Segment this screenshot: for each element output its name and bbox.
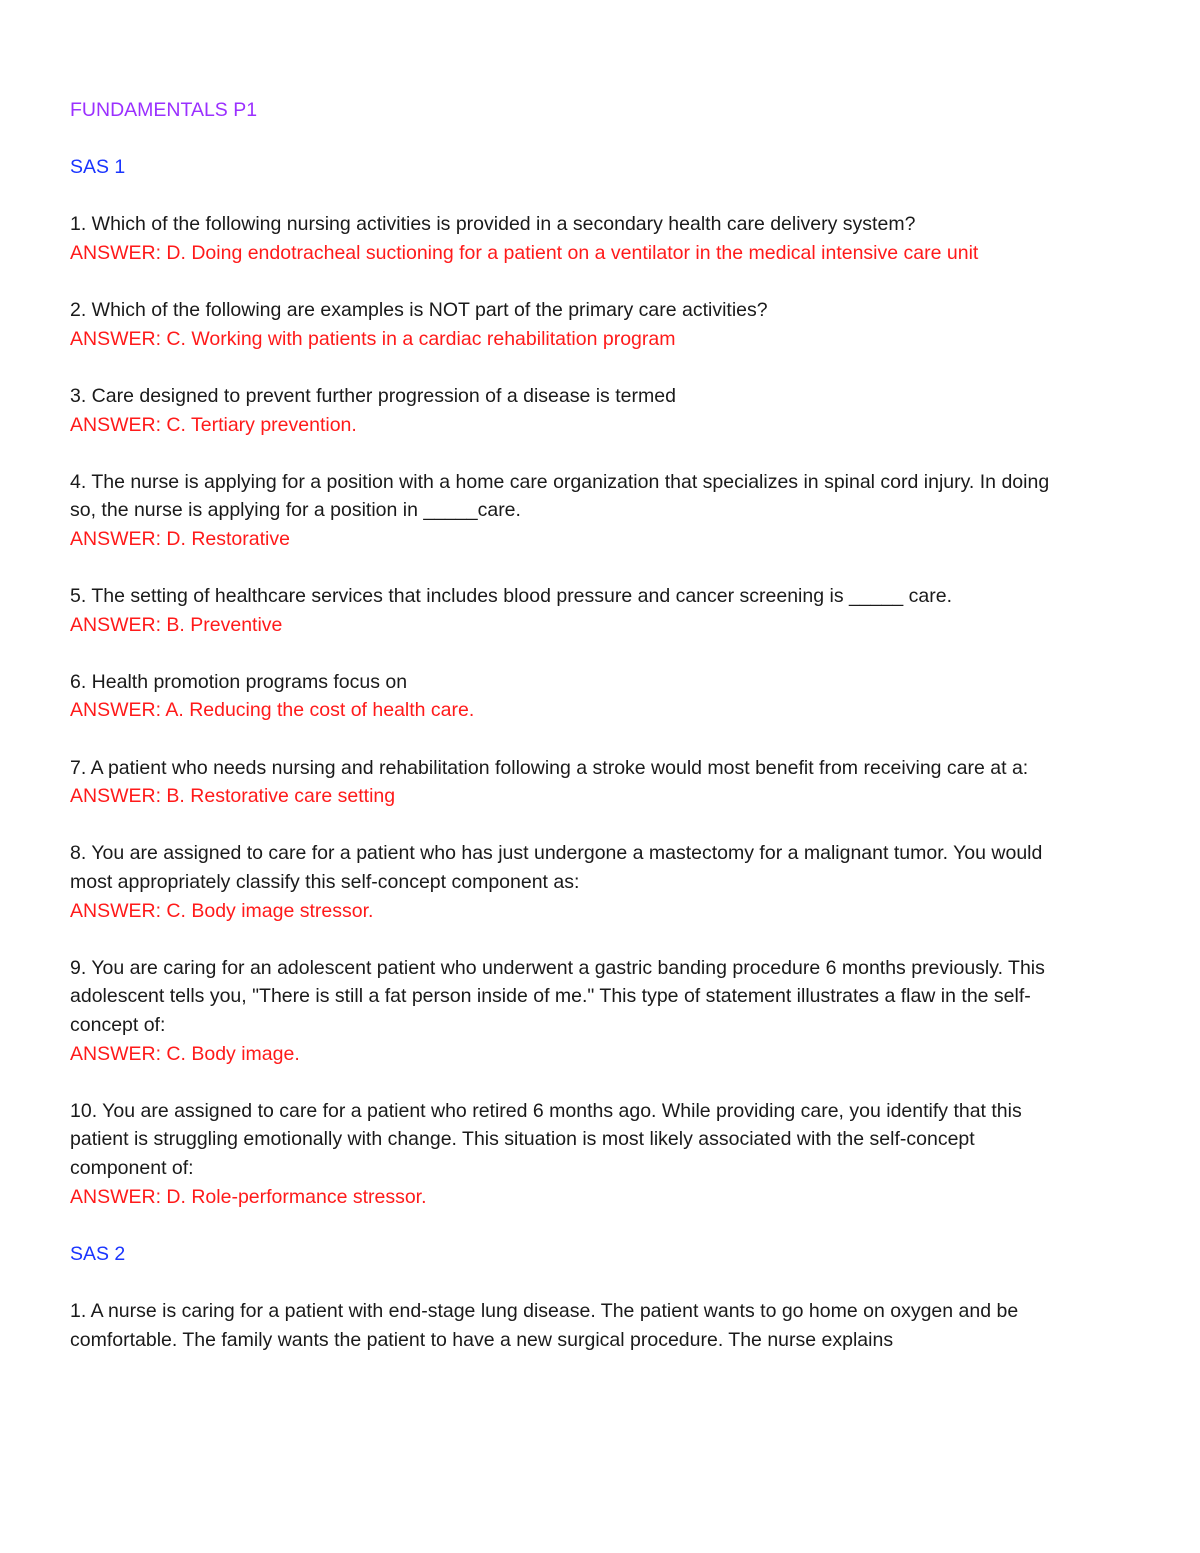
answer-text: ANSWER: C. Body image. xyxy=(70,1042,300,1065)
question-text: 10. You are assigned to care for a patient who retired 6 months ago. While providing care, you identify that this patient is struggling emotionally with change. This situation is most likely associated with the self-concept component of: xyxy=(70,1099,1022,1179)
qa-item xyxy=(70,839,1070,925)
qa-item xyxy=(70,1297,1070,1354)
question-text: 5. The setting of healthcare services that includes blood pressure and cancer screening is _____ care. xyxy=(70,585,952,608)
qa-item xyxy=(70,382,1070,439)
question-text: 8. You are assigned to care for a patient who has just undergone a mastectomy for a malignant tumor. You would most appropriately classify this self-concept component as: xyxy=(70,842,1043,894)
qa-item xyxy=(70,210,1070,267)
qa-item xyxy=(70,582,1070,639)
qa-item xyxy=(70,468,1070,554)
answer-text: ANSWER: B. Restorative care setting xyxy=(70,785,396,808)
answer-text: ANSWER: C. Working with patients in a cardiac rehabilitation program xyxy=(70,327,676,350)
question-text: 9. You are caring for an adolescent patient who underwent a gastric banding procedure 6 months previously. This adolescent tells you, "There is still a fat person inside of me." This type of statement illustrates a flaw in the self-concept of: xyxy=(70,956,1045,1036)
question-text: 6. Health promotion programs focus on xyxy=(70,670,408,693)
question-text: 1. A nurse is caring for a patient with end-stage lung disease. The patient wants to go home on oxygen and be comfortable. The family wants the patient to have a new surgical procedure. The nurse explains xyxy=(70,1299,1019,1351)
qa-item xyxy=(70,954,1070,1068)
question-text: 1. Which of the following nursing activities is provided in a secondary health care delivery system? xyxy=(70,213,916,236)
answer-text: ANSWER: B. Preventive xyxy=(70,613,283,636)
qa-item xyxy=(70,754,1070,811)
answer-text: ANSWER: D. Restorative xyxy=(70,527,290,550)
question-text: 7. A patient who needs nursing and rehabilitation following a stroke would most benefit from receiving care at a: xyxy=(70,756,1029,779)
document-page xyxy=(70,96,1070,1354)
document-title: FUNDAMENTALS P1 xyxy=(70,99,258,121)
qa-item xyxy=(70,1097,1070,1211)
question-text: 3. Care designed to prevent further progression of a disease is termed xyxy=(70,384,676,407)
question-text: 2. Which of the following are examples is NOT part of the primary care activities? xyxy=(70,299,768,322)
answer-text: ANSWER: D. Doing endotracheal suctioning for a patient on a ventilator in the medical intensive care unit xyxy=(70,241,979,264)
answer-text: ANSWER: C. Tertiary prevention. xyxy=(70,413,357,436)
qa-item xyxy=(70,668,1070,725)
section-heading: SAS 1 xyxy=(70,156,126,179)
section-sas-1 xyxy=(70,153,1070,1211)
answer-text: ANSWER: D. Role-performance stressor. xyxy=(70,1185,427,1208)
section-sas-2 xyxy=(70,1240,1070,1354)
question-text: 4. The nurse is applying for a position with a home care organization that specializes in spinal cord injury. In doing so, the nurse is applying for a position in _____care. xyxy=(70,470,1050,522)
answer-text: ANSWER: C. Body image stressor. xyxy=(70,899,374,922)
answer-text: ANSWER: A. Reducing the cost of health care. xyxy=(70,699,475,722)
qa-item xyxy=(70,296,1070,353)
section-heading: SAS 2 xyxy=(70,1242,126,1265)
